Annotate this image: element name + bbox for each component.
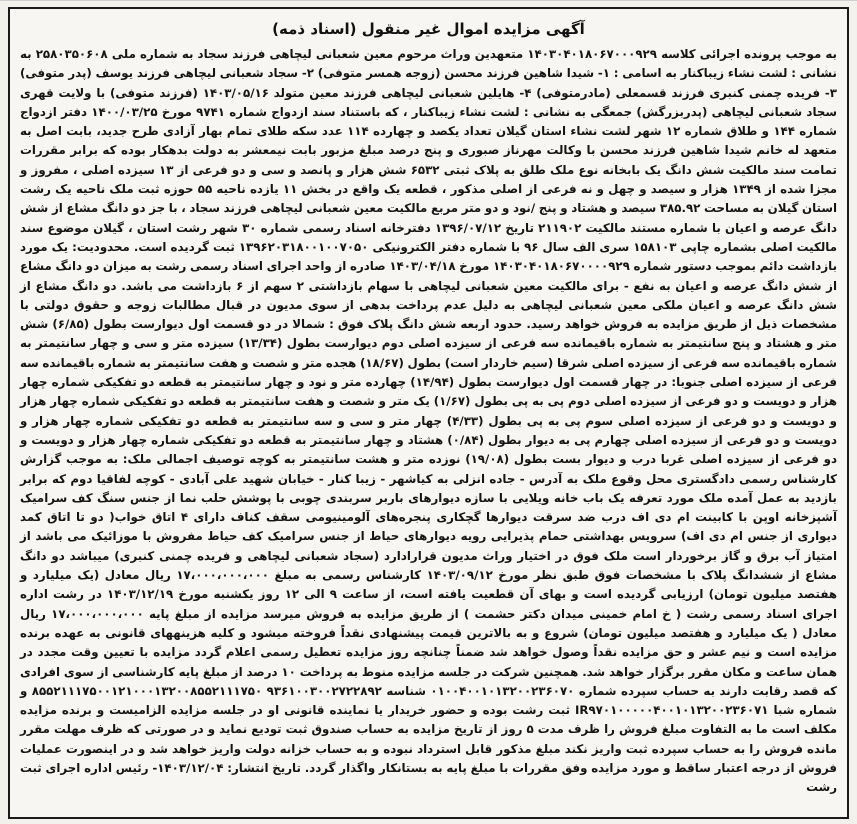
notice-title: آگهی مزایده اموال غیر منقول (اسناد ذمه): [272, 20, 585, 38]
auction-notice-box: [8, 7, 849, 819]
notice-body: به موجب پرونده اجرائی کلاسه ۱۴۰۳۰۴۰۱۸۰۶۷۰۰۰۹۲۹ متعهدین وراث مرحوم معین شعبانی لیچاهی فرزند سجاد به شماره ملی ۲۵۸۰۳۵۰۶۰۸ به نشانی : لشت نشاء زیباکنار به اسامی : ۱- شیدا شاهین فرزند محسن (زوجه همسر متوفی) ۲- سجاد شعبانی لیچاهی فرزند یوسف (پدر متوفی) ۳- فریده چمنی کنبری فرزند قسمعلی (مادرمتوفی) ۴- هایلین شعبانی لیچاهی فرزند معین متولد ۱۴۰۳/۰۵/۱۶ (فرزند متوفی) با ولایت قهری سجاد شعبانی لیچاهی (پدربزرگش) جمعگی به نشانی : لشت نشاء زیباکنار ، که باستناد سند ازدواج شماره ۹۷۴۱ مورخ ۱۴۰۰/۰۳/۲۵ دفتر ازدواج شماره ۱۴۴ و طلاق شماره ۱۲ شهر لشت نشاء استان گیلان تعداد یکصد و چهارده ۱۱۴ عدد سکه طلای تمام بهار آزادی طرح جدید، بابت اصل به متعهد له خانم شیدا شاهین فرزند محسن با وکالت مهرناز صبوری و پنج درصد مبلغ مزبور بابت نیمعشر به دولت بدهکار بوده که برابر مقررات تمامت سند مالکیت شش دانگ یک بابخانه نوع ملک طلق به پلاک ثبتی ۶۵۳۲ شش هزار و پانصد و سی و دو فرعی از ۱۳ سیزده اصلی ، مفروز و مجزا شده از ۱۳۴۹ هزار و سیصد و چهل و نه فرعی از اصلی مذکور ، قطعه یک واقع در بخش ۱۱ یازده ناحیه ۵۵ حوزه ثبت ملک ناحیه یک رشت استان گیلان به مساحت ۳۸۵.۹۲ سیصد و هشتاد و پنج /نود و دو متر مربع مالکیت معین شعبانی لیچاهی فرزند سجاد ، با جز دو دانگ مشاع از شش دانگ عرصه و اعیان با شماره مستند مالکیت ۲۱۱۹۰۲ تاریخ ۱۳۹۶/۰۷/۱۲ دفترخانه اسناد رسمی شماره ۳۰ شهر رشت استان ، گیلان موضوع سند مالکیت اصلی بشماره چاپی ۱۵۸۱۰۳ سری الف سال ۹۶ با شماره دفتر الکترونیکی ۱۳۹۶۲۰۳۱۸۰۰۱۰۰۷۰۵۰ ثبت گردیده است. محدودیت: یک مورد بازداشت دائم بموجب دستور شماره ۱۴۰۳۰۴۰۱۸۰۶۷۰۰۰۰۹۲۹ مورخ ۱۴۰۳/۰۴/۱۸ صادره از واحد اجرای اسناد رسمی رشت به میزان دو دانگ مشاع از شش دانگ عرصه و اعیان به نفع - برای مالکیت معین شعبانی لیچاهی با سهام بازداشتی ۲ سهم از ۶ بازداشت می باشد. دو دانگ مشاع از شش دانگ عرصه و اعیان ملکی معین شعبانی لیچاهی به دلیل عدم پرداخت بدهی از سوی مدیون در قبال مطالبات زوجه و حقوق دولتی با مشخصات ذیل از طریق مزایده به فروش خواهد رسید. حدود اربعه شش دانگ پلاک فوق : شمالا در دو قسمت اول دیوارست بطول (۶/۸۵) شش متر و هشتاد و پنج سانتیمتر به شماره باقیمانده سه فرعی از سیزده اصلی دوم دیوارست بطول (۱۳/۳۴) سیزده متر و سی و چهار سانتیمتر به شماره باقیمانده سه فرعی از سیزده اصلی شرقا (سیم خاردار است) بطول (۱۸/۶۷) هجده متر و شصت و هفت سانتیمتر به شماره باقیمانده سه فرعی از سیزده اصلی جنوبا: در چهار قسمت اول دیوارست بطول (۱۴/۹۴) چهارده متر و نود و چهار سانتیمتر به قطعه دو تفکیکی شماره چهار هزار و دویست و دو فرعی از سیزده اصلی دوم پی به پی بطول (۱/۶۷) یک متر و شصت و هفت سانتیمتر به قطعه دو تفکیکی شماره چهار هزار و دویست و دو فرعی از سیزده اصلی سوم پی به پی بطول (۴/۳۳) چهار متر و سی و سه سانتیمتر به قطعه دو تفکیکی شماره چهار هزار و دویست و دو فرعی از سیزده اصلی چهارم پی به دیوار بطول (۰/۸۴) هشتاد و چهار سانتیمتر به قطعه دو تفکیکی شماره چهار هزار و دویست و دو فرعی از سیزده اصلی غربا درب و دیوار بست بطول (۱۹/۰۸) نوزده متر و هشت سانتیمتر به کوچه توصیف اجمالی ملک: به موجب گزارش کارشناس رسمی دادگستری محل وقوع ملک به آدرس - جاده انزلی به کیاشهر - زیبا کنار - خیابان شهید علی آبادی - کوچه لفاقیا دوم که برابر بازدید به عمل آمده ملک مورد تعرفه یک باب خانه ویلایی با سازه دیوارهای باربر سربندی چوبی با پوشش حلب نما از جنس سنگ کف سرامیک آشپزخانه اوپن با کابینت ام دی اف درب ضد سرقت دیوارها گچکاری پنجره‌های آلومینیومی سقف کناف دارای ۴ اتاق خواب( دو تا اتاق کمد دیواری از جنس ام دی اف) سرویس بهداشتی حمام پذیرایی رویه دیوارهای حیاط از جنس سرامیک کف حیاط مفروش با موزائیک می باشد از امتیاز آب برق و گاز برخوردار است ملک فوق در اختیار وراث مدیون قرارادارد (سجاد شعبانی لیچاهی و فریده چمنی کنبری) میباشد دو دانگ مشاع از ششدانگ پلاک با مشخصات فوق طبق نظر مورخ ۱۴۰۳/۰۹/۱۲ کارشناس رسمی به مبلغ ۱۷،۰۰۰،۰۰۰،۰۰۰ ریال معادل (یک میلیارد و هفتصد میلیون تومان) ارزیابی گردیده است و بهای آن قطعیت یافته است، از ساعت ۹ الی ۱۲ روز یکشنبه مورخ ۱۴۰۳/۱۲/۱۹ در رشت اداره اجرای اسناد رسمی رشت ( خ امام خمینی میدان دکتر حشمت ) از طریق مزایده به فروش میرسد مزایده از مبلغ پایه ۱۷،۰۰۰،۰۰۰،۰۰۰ ریال معادل ( یک میلیارد و هفتصد میلیون تومان) شروع و به بالاترین قیمت پیشنهادی نقداً فروخته میشود و کلیه هزینههای قانونی به عهده برنده مزایده است و نیم عشر و حق مزایده نقداً وصول خواهد شد ضمناً چنانچه روز مزایده تعطیل رسمی اعلام گردد مزایده با تعیین وقت مجدد در همان ساعت و مکان مقرر برگزار خواهد شد. همچنین شرکت در جلسه مزایده منوط به پرداخت ۱۰ درصد از مبلغ پایه کارشناسی از سوی افرادی که قصد رقابت دارند به حساب سپرده شماره ۰۱۰۰۴۰۰۱۰۱۳۲۰۰۲۳۶۰۷۰ شناسه ۹۳۶۱۰۰۳۰۰۲۷۲۲۸۹۲ ۸۵۵۲۱۱۱۷۵۰۰۱۲۱۰۰۰۱۳۲۰۰۸۵۵۲۱۱۱۷۵۰ و شماره شبا IR۹۷۰۱۰۰۰۰۰۴۰۰۱۰۱۳۲۰۰۲۳۶۰۷۱ ثبت رشت بوده و حضور خریدار یا نماینده قانونی او در جلسه مزایده الزامیست و برنده مزایده مکلف است ما به التفاوت مبلغ فروش را ظرف مدت ۵ روز از تاریخ مزایده به حساب صندوق ثبت تودیع نماید و در صورتی که ظرف مهلت مقرر مانده فروش را به حساب سپرده ثبت واریز نکند مبلغ مذکور قابل استرداد نبوده و به حساب خزانه دولت واریز خواهد شد و در اینصورت عملیات فروش از درجه اعتبار ساقط و مورد مزایده وفق مقررات با مبلغ پایه به بستانکار واگذار گردد. تاریخ انتشار: ۱۴۰۳/۱۲/۰۴- رئیس اداره اجرای ثبت رشت: [20, 47, 838, 795]
